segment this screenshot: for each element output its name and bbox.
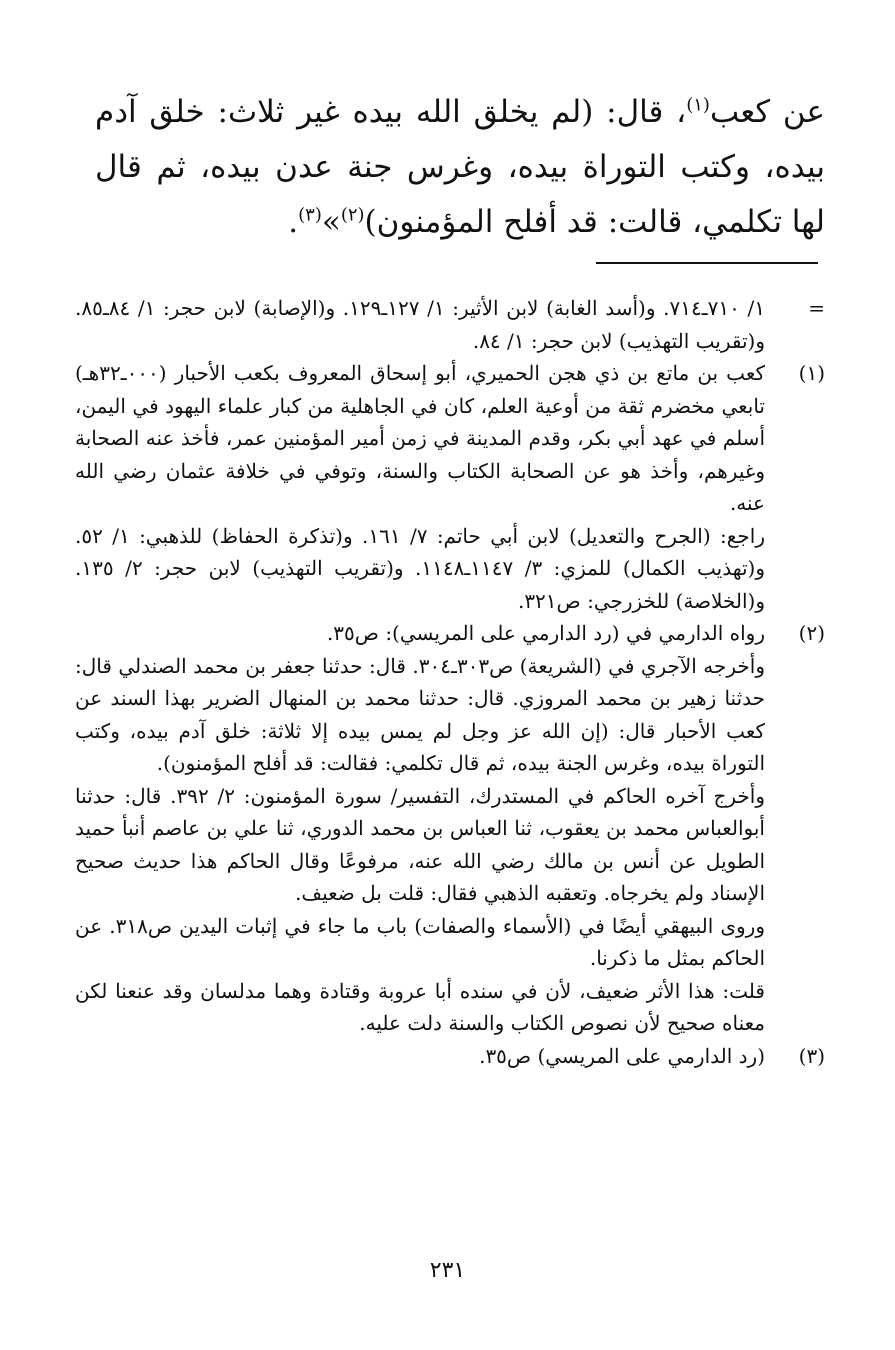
footnote-3 <box>75 1040 825 1073</box>
footnote-ref-3[interactable]: (٣) <box>298 204 322 226</box>
footnote-paragraph: كعب بن ماتع بن ذي هجن الحميري، أبو إسحاق المعروف بكعب الأحبار (٠٠٠ـ٣٢هـ) تابعي مخضرم ثقة من أوعية العلم، كان في الجاهلية من كبار علماء اليهود في اليمن، أسلم في عهد أبي بكر، وقدم المدينة في زمن أمير المؤمنين عمر، فأخذ عنه الصحابة وغيرهم، وأخذ هو عن الصحابة الكتاب والسنة، وتوفي في خلافة عثمان رضي الله عنه. <box>75 361 765 515</box>
footnote-2 <box>75 617 825 1040</box>
footnote-body <box>75 617 765 1040</box>
footnote-marker: (٢) <box>798 621 825 645</box>
footnote-continuation <box>75 292 825 357</box>
footnote-marker: = <box>808 296 825 320</box>
footnote-marker: (١) <box>798 361 825 385</box>
footnote-divider <box>596 262 818 264</box>
page-number: ٢٣١ <box>429 1258 466 1283</box>
footnote-paragraph: وأخرج آخره الحاكم في المستدرك، التفسير/ سورة المؤمنون: ٢/ ٣٩٢. قال: حدثنا أبوالعباس محمد بن يعقوب، ثنا العباس بن محمد الدوري، ثنا علي بن عاصم أنبأ حميد الطويل عن أنس بن مالك رضي الله عنه، مرفوعًا وقال الحاكم هذا حديث صحيح الإسناد ولم يخرجاه. وتعقبه الذهبي فقال: قلت بل ضعيف. <box>75 783 765 905</box>
main-text-end: . <box>288 204 299 240</box>
footnote-paragraph: وأخرجه الآجري في (الشريعة) ص٣٠٣ـ٣٠٤. قال: حدثنا جعفر بن محمد الصندلي قال: حدثنا زهير بن محمد المروزي. قال: حدثنا محمد بن المنهال الضرير بهذا السند عن كعب الأحبار قال: (إن الله عز وجل لم يمس بيده إلا ثلاثة: خلق آدم بيده، وكتب التوراة بيده، وغرس الجنة بيده، ثم قال تكلمي: فقالت: قد أفلح المؤمنون). <box>75 653 765 775</box>
footnote-1 <box>75 357 825 617</box>
footnote-ref-1[interactable]: (١) <box>686 94 710 116</box>
footnotes <box>75 292 825 1072</box>
footnote-body <box>75 357 765 617</box>
main-text-body: ، قال: (لم يخلق الله بيده غير ثلاث: خلق آدم بيده، وكتب التوراة بيده، وغرس جنة عدن بيده، ثم قال لها تكلمي، قالت: قد أفلح المؤمنون) <box>95 94 825 240</box>
main-text-start: عن كعب <box>709 94 825 130</box>
footnote-body <box>75 1040 765 1073</box>
main-text <box>95 85 825 250</box>
footnote-paragraph: قلت: هذا الأثر ضعيف، لأن في سنده أبا عروبة وقتادة وهما مدلسان وقد عنعنا لكن معناه صحيح لأن نصوص الكتاب والسنة دلت عليه. <box>75 978 765 1035</box>
footnote-paragraph: ١/ ٧١٠ـ٧١٤. و(أسد الغابة) لابن الأثير: ١/ ١٢٧ـ١٢٩. و(الإصابة) لابن حجر: ١/ ٨٤ـ٨٥. و(تقريب التهذيب) لابن حجر: ١/ ٨٤. <box>75 296 765 353</box>
footnote-paragraph: رواه الدارمي في (رد الدارمي على المريسي): ص٣٥. <box>326 621 765 645</box>
footnote-paragraph: راجع: (الجرح والتعديل) لابن أبي حاتم: ٧/ ١٦١. و(تذكرة الحفاظ) للذهبي: ١/ ٥٢. و(تهذيب الكمال) للمزي: ٣/ ١١٤٧ـ١١٤٨. و(تقريب التهذيب) لابن حجر: ٢/ ١٣٥. و(الخلاصة) للخزرجي: ص٣٢١. <box>75 523 765 613</box>
footnote-ref-2[interactable]: (٢) <box>340 204 365 226</box>
footnote-paragraph: وروى البيهقي أيضًا في (الأسماء والصفات) باب ما جاء في إثبات اليدين ص٣١٨. عن الحاكم بمثل ما ذكرنا. <box>75 913 765 970</box>
closing-quote: » <box>321 204 341 240</box>
footnote-marker: (٣) <box>798 1043 825 1068</box>
footnote-body <box>75 292 765 357</box>
footnote-paragraph: (رد الدارمي على المريسي) ص٣٥. <box>479 1043 765 1068</box>
